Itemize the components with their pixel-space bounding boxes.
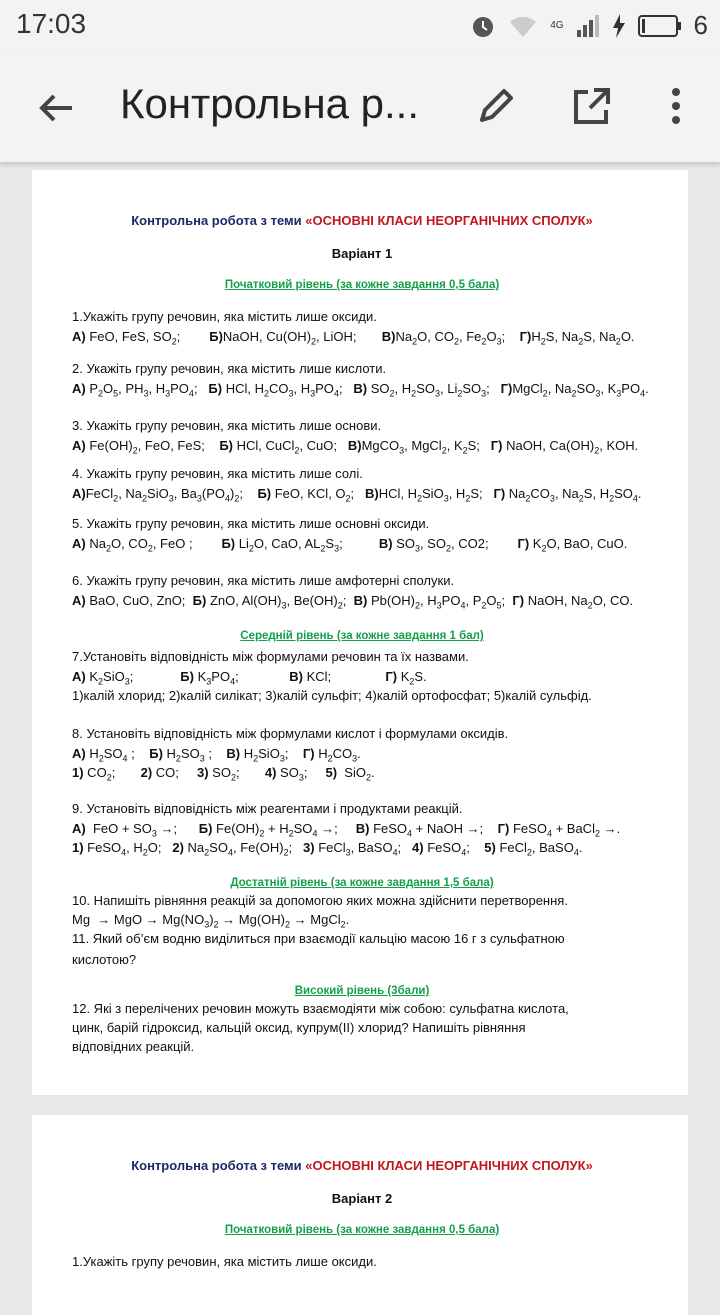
- answers-4: А)FeCl$_2$, $Na_2SiO_3$, $Ba_3(PO_4)_2$; Б) FeO, KCl, $O_2$; В)HCl, $H_2SiO_3$, $H_2S$; Г) $Na_2CO_3$, $Na_2S$, $H_2SO_4$.: [72, 486, 642, 504]
- question-1: 1.Укажіть групу речовин, яка містить лише оксиди.: [72, 309, 377, 324]
- question-10: 10. Напишіть рівняння реакцій за допомогою яких можна здійснити перетворення.: [72, 893, 568, 908]
- level-heading: Початковий рівень (за кожне завдання 0,5 бала): [224, 279, 500, 291]
- document-page-2: [32, 1115, 688, 1315]
- level-heading: Середній рівень (за кожне завдання 1 бал): [240, 630, 484, 642]
- reagents-9: А) FeO + $SO_3$ →; Б) $Fe(OH)_2 + H_2SO_4$ →; В) FeSO$_4$ + NaOH →; Г) FeSO$_4$ + BaCl$_2$ →.: [72, 821, 621, 839]
- variant-title: Варіант 1: [331, 246, 393, 261]
- variant-title: Варіант 2: [331, 1191, 393, 1206]
- header-prefix: Контрольна робота з теми: [131, 213, 306, 228]
- question-3: 3. Укажіть групу речовин, яка містить лише основи.: [72, 418, 382, 433]
- alarm-icon: [470, 13, 496, 39]
- signal-icon: [576, 14, 600, 38]
- question-11-cont: кислотою?: [72, 952, 137, 967]
- battery-level: 6: [693, 10, 708, 40]
- header-topic: «ОСНОВНІ КЛАСИ НЕОРГАНІЧНИХ СПОЛУК»: [305, 1158, 593, 1173]
- wifi-icon: [508, 13, 538, 39]
- question-12-line3: відповідних реакцій.: [72, 1039, 195, 1054]
- answers-6: А) BaO, CuO, ZnO; Б) ZnO, $Al(OH)_3$, $Be(OH)_2$; В) $Pb(OH)_2$, $H_3PO_4$, $P_2O_5$; Г) NaOH, $Na_2O$, CO.: [72, 593, 634, 611]
- document-title: Контрольна р...: [120, 80, 420, 127]
- page-header: [72, 211, 652, 230]
- edit-icon[interactable]: [474, 84, 518, 128]
- header-prefix: Контрольна робота з теми: [131, 1158, 306, 1173]
- question-1: 1.Укажіть групу речовин, яка містить лише оксиди.: [72, 1254, 377, 1269]
- status-time: 17:03: [16, 8, 87, 39]
- battery-icon: [638, 15, 682, 37]
- answers-5: А) $Na_2O$, $CO_2$, FeO ; Б) $Li_2O$, CaO, $AL_2S_3$; В) $SO_3$, $SO_2$, CO2; Г) $K_2O$, BaO, CuO.: [72, 536, 628, 554]
- level-heading: Високий рівень (3бали): [294, 985, 430, 997]
- question-8: 8. Установіть відповідність між формулами кислот і формулами оксидів.: [72, 726, 509, 741]
- back-arrow-icon[interactable]: [34, 86, 78, 130]
- question-7: 7.Установіть відповідність між формулами речовин та їх назвами.: [72, 649, 469, 664]
- charging-icon: [612, 14, 626, 38]
- answers-3: А) $Fe(OH)_2$, FeO, FeS; Б) HCl, CuCl$_2$, CuO; В)MgCO$_3$, MgCl$_2$, $K_2S$; Г) NaOH, $Ca(OH)_2$, KOH.: [72, 438, 639, 456]
- network-type: 4G: [550, 20, 564, 31]
- answers-1: А) FeO, FeS, $SO_2$; Б)NaOH, $Cu(OH)_2$, LiOH; $В)Na_2O$, $CO_2$, $Fe_2O_3$; $Г)H_2S$, $Na_2S$, $Na_2O$.: [72, 329, 635, 347]
- question-2: 2. Укажіть групу речовин, яка містить лише кислоти.: [72, 361, 387, 376]
- oxides-8: 1) $CO_2$; 2) CO; 3) $SO_2$; 4) $SO_3$; 5) SiO$_2$.: [72, 765, 375, 783]
- document-page-1: [32, 170, 688, 1095]
- more-vert-icon[interactable]: [656, 84, 696, 128]
- open-external-icon[interactable]: [570, 84, 614, 128]
- page-header: [72, 1156, 652, 1175]
- question-5: 5. Укажіть групу речовин, яка містить лише основні оксиди.: [72, 516, 430, 531]
- question-11: 11. Який об’єм водню виділиться при взаємодії кальцію масою 16 г з сульфатною: [72, 931, 565, 946]
- question-9: 9. Установіть відповідність між реагентами і продуктами реакцій.: [72, 801, 463, 816]
- answers-7: А) $K_2SiO_3$; Б) $K_3PO_4$; В) KCl; Г) $K_2S$.: [72, 669, 427, 687]
- app-bar: [0, 50, 720, 163]
- question-12: 12. Які з перелічених речовин можуть взаємодіяти між собою: сульфатна кислота,: [72, 1001, 569, 1016]
- header-topic: «ОСНОВНІ КЛАСИ НЕОРГАНІЧНИХ СПОЛУК»: [305, 213, 593, 228]
- products-9: 1) FeSO$_4$, $H_2O$; 2) $Na_2SO_4$, $Fe(OH)_2$; 3) FeCl$_3$, BaSO$_4$; 4) FeSO$_4$; 5) FeCl$_2$, BaSO$_4$.: [72, 840, 583, 858]
- chain-10: Mg → MgO → $Mg(NO_3)_2 \to Mg(OH)_2$ → MgCl$_2$.: [72, 912, 350, 930]
- answers-2: А) $P_2O_5$, $PH_3$, $H_3PO_4$; Б) HCl, $H_2CO_3$, $H_3PO_4$; В) $SO_2$, $H_2SO_3$, $Li_2SO_3$; Г)MgCl$_2$, $Na_2SO_3$, $K_3PO_4$.: [72, 381, 649, 399]
- question-12-line2: цинк, барій гідроксид, кальцій оксид, купрум(ІІ) хлорид? Напишіть рівняння: [72, 1020, 526, 1035]
- status-bar: [0, 0, 720, 50]
- names-7: 1)калій хлорид; 2)калій силікат; 3)калій сульфіт; 4)калій ортофосфат; 5)калій сульфід.: [72, 688, 592, 703]
- answers-8: А) $H_2SO_4$ ; Б) $H_2SO_3$ ; В) $H_2SiO_3$; Г) $H_2CO_3$.: [72, 746, 361, 764]
- question-4: 4. Укажіть групу речовин, яка містить лише солі.: [72, 466, 363, 481]
- question-6: 6. Укажіть групу речовин, яка містить лише амфотерні сполуки.: [72, 573, 455, 588]
- status-icons: [470, 10, 708, 41]
- level-heading: Достатній рівень (за кожне завдання 1,5 бала): [230, 877, 494, 889]
- level-heading: Початковий рівень (за кожне завдання 0,5 бала): [224, 1224, 500, 1236]
